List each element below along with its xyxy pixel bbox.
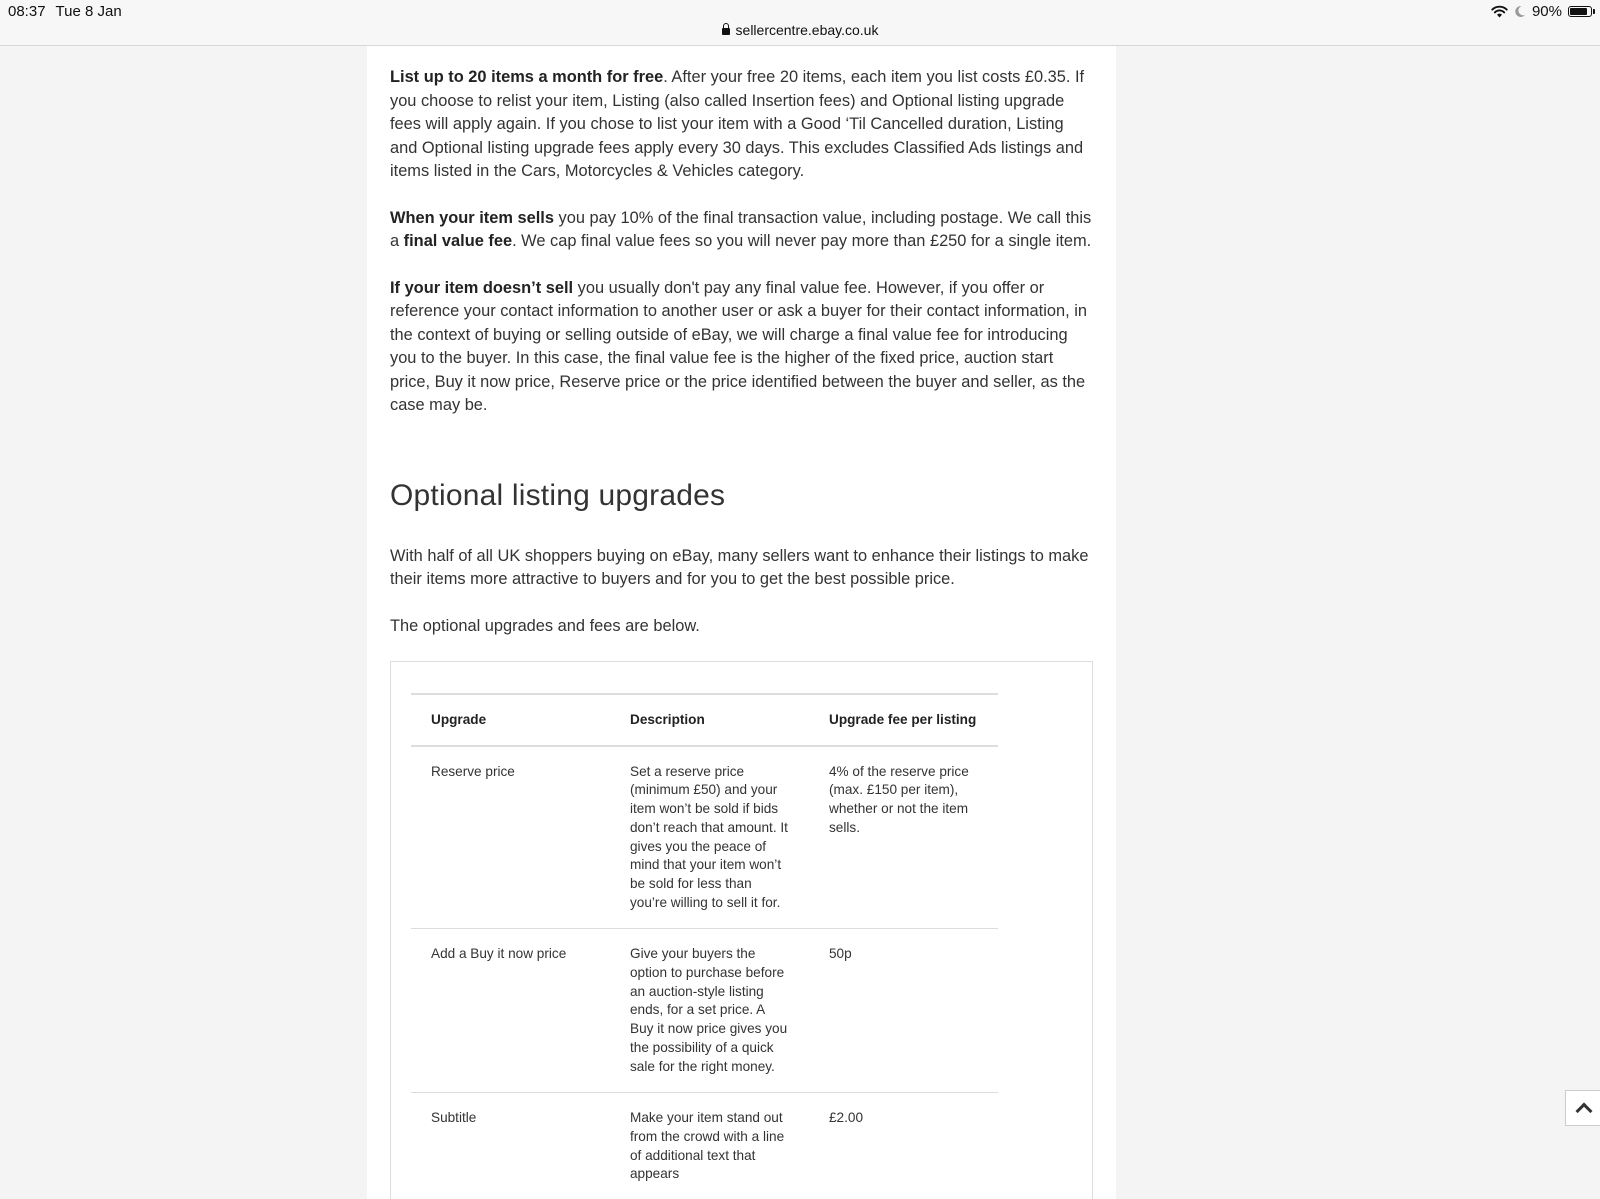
fees-table-container [390, 661, 1093, 1199]
url-text: sellercentre.ebay.co.uk [735, 22, 879, 38]
lock-icon [722, 28, 730, 35]
wifi-icon [1491, 5, 1508, 18]
status-time-date [8, 3, 122, 20]
status-date: Tue 8 Jan [55, 3, 122, 20]
description-cell: Set a reserve price (minimum £50) and your item won’t be sold if bids don’t reach that amount. It gives you the peace of mind that your item won’t be sold for less than you’re willing to sell it for. [610, 746, 809, 929]
table-row [411, 746, 998, 929]
upgrade-fees-table [411, 693, 998, 1199]
free-listings-bold: List up to 20 items a month for free [390, 68, 664, 86]
fee-cell: £2.00 [809, 1093, 998, 1199]
page-content [367, 46, 1116, 1199]
description-cell: Give your buyers the option to purchase before an auction-style listing ends, for a set price. A Buy it now price gives you the possibility of a quick sale for the right money. [610, 929, 809, 1093]
column-header-fee: Upgrade fee per listing [809, 694, 998, 746]
status-indicators [1491, 3, 1592, 20]
free-listings-text: . After your free 20 items, each item you list costs £0.35. If you choose to relist your item, Listing (also called Insertion fees) and Optional listing upgrade fees will apply again. If you chose to list your item with a Good ‘Til Cancelled duration, Listing and Optional listing upgrade fees apply every 30 days. This excludes Classified Ads listings and items listed in the Cars, Motorcycles & Vehicles category. [390, 68, 1085, 180]
fee-cell: 4% of the reserve price (max. £150 per item), whether or not the item sells. [809, 746, 998, 929]
final-value-fee-text: . We cap final value fees so you will never pay more than £250 for a single item. [512, 232, 1092, 250]
chevron-up-icon [1575, 1102, 1592, 1119]
item-sells-bold: When your item sells [390, 208, 554, 227]
item-doesnt-sell-text: you usually don't pay any final value fee. However, if you offer or reference your contact information to another user or ask a buyer for their contact information, in the context of buying or selling outside of eBay, we will charge a final value fee for introducing you to the buyer. In this case, the final value fee is the higher of the fixed price, auction start price, Buy it now price, Reserve price or the price identified between the buyer and seller, as the case may be. [390, 278, 1087, 414]
do-not-disturb-moon-icon [1514, 5, 1526, 18]
upgrade-cell: Reserve price [411, 746, 610, 929]
table-row [411, 1093, 998, 1199]
status-time: 08:37 [8, 3, 46, 20]
column-header-description: Description [610, 694, 809, 746]
upgrades-intro: With half of all UK shoppers buying on eBay, many sellers want to enhance their listings to make their items more attractive to buyers and for you to get the best possible price. [390, 546, 1089, 588]
column-header-upgrade: Upgrade [411, 694, 610, 746]
address-bar[interactable] [0, 22, 1600, 38]
free-listings-paragraph [390, 66, 1093, 184]
item-sells-text: you pay 10% of the final transaction value, including postage. We call this a [390, 208, 1092, 250]
item-doesnt-sell-paragraph [390, 277, 1093, 418]
item-doesnt-sell-bold: If your item doesn’t sell [390, 278, 574, 297]
fee-cell: 50p [809, 929, 998, 1093]
table-header-row [411, 694, 998, 746]
upgrades-note: The optional upgrades and fees are below. [390, 616, 700, 635]
item-sells-paragraph [390, 207, 1093, 254]
battery-fill [1570, 8, 1587, 15]
description-cell: Make your item stand out from the crowd with a line of additional text that appears [610, 1093, 809, 1199]
ios-status-bar [0, 0, 1600, 46]
back-to-top-button[interactable] [1565, 1090, 1600, 1126]
final-value-fee-bold: final value fee [403, 232, 513, 250]
table-row [411, 929, 998, 1093]
article-body [367, 46, 1116, 1199]
upgrade-cell: Subtitle [411, 1093, 610, 1199]
upgrade-cell: Add a Buy it now price [411, 929, 610, 1093]
battery-icon [1568, 6, 1592, 17]
battery-percent: 90% [1531, 3, 1562, 20]
upgrades-heading: Optional listing upgrades [390, 478, 726, 512]
